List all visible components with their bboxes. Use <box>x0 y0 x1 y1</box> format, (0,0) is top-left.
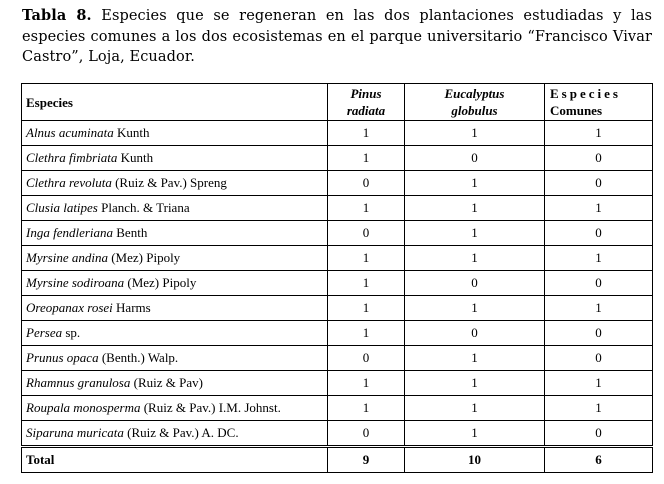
eucalyptus-cell: 0 <box>405 321 545 346</box>
header-common-line1: Especies <box>550 86 621 101</box>
header-species: Especies <box>22 84 328 121</box>
header-pinus-line2: radiata <box>346 103 386 118</box>
eucalyptus-cell: 1 <box>405 221 545 246</box>
species-author: (Ruiz & Pav.) I.M. Johnst. <box>143 400 281 415</box>
total-eucalyptus: 10 <box>405 447 545 473</box>
species-name: Clethra revoluta <box>26 175 112 190</box>
pinus-cell: 1 <box>328 396 405 421</box>
eucalyptus-cell: 1 <box>405 421 545 447</box>
species-name: Siparuna muricata <box>26 425 124 440</box>
species-cell <box>22 171 328 196</box>
species-name: Clusia latipes <box>26 200 98 215</box>
header-pinus-line1: Pinus <box>350 86 382 101</box>
table-row <box>22 321 653 346</box>
species-author: sp. <box>65 325 81 340</box>
table-row <box>22 346 653 371</box>
species-cell <box>22 121 328 146</box>
pinus-cell: 1 <box>328 371 405 396</box>
common-cell: 0 <box>545 346 653 371</box>
species-author: Kunth <box>120 150 154 165</box>
species-table <box>21 83 653 473</box>
table-header-row <box>22 84 653 121</box>
total-pinus: 9 <box>328 447 405 473</box>
table-body <box>22 121 653 473</box>
common-cell: 1 <box>545 246 653 271</box>
common-cell: 1 <box>545 196 653 221</box>
table-row <box>22 246 653 271</box>
pinus-cell: 1 <box>328 321 405 346</box>
table-row <box>22 396 653 421</box>
table-row <box>22 146 653 171</box>
table-row <box>22 196 653 221</box>
common-cell: 0 <box>545 421 653 447</box>
table-row <box>22 296 653 321</box>
species-author: (Ruiz & Pav) <box>133 375 203 390</box>
total-row <box>22 447 653 473</box>
species-author: Planch. & Triana <box>101 200 190 215</box>
species-name: Prunus opaca <box>26 350 99 365</box>
header-pinus-radiata <box>328 84 405 121</box>
eucalyptus-cell: 1 <box>405 296 545 321</box>
species-name: Persea <box>26 325 63 340</box>
eucalyptus-cell: 1 <box>405 171 545 196</box>
species-cell <box>22 396 328 421</box>
eucalyptus-cell: 1 <box>405 346 545 371</box>
pinus-cell: 1 <box>328 296 405 321</box>
total-label: Total <box>22 447 328 473</box>
species-name: Rhamnus granulosa <box>26 375 131 390</box>
species-author: (Ruiz & Pav.) A. DC. <box>127 425 239 440</box>
species-cell <box>22 146 328 171</box>
species-cell <box>22 296 328 321</box>
caption-text: Especies que se regeneran en las dos plantaciones estudiadas y las especies comunes a los dos ecosistemas en el parque universitario “Francisco Vivar Castro”, Loja, Ecuador. <box>22 8 652 65</box>
table-row <box>22 121 653 146</box>
common-cell: 1 <box>545 296 653 321</box>
caption-label: Tabla 8. <box>22 7 92 24</box>
common-cell: 0 <box>545 321 653 346</box>
pinus-cell: 1 <box>328 146 405 171</box>
species-name: Oreopanax rosei <box>26 300 113 315</box>
eucalyptus-cell: 1 <box>405 196 545 221</box>
table-row <box>22 221 653 246</box>
species-cell <box>22 371 328 396</box>
header-eucalyptus-globulus <box>405 84 545 121</box>
species-cell <box>22 246 328 271</box>
species-cell <box>22 196 328 221</box>
eucalyptus-cell: 1 <box>405 396 545 421</box>
species-author: Harms <box>116 300 151 315</box>
species-name: Myrsine andina <box>26 250 108 265</box>
pinus-cell: 1 <box>328 196 405 221</box>
pinus-cell: 0 <box>328 221 405 246</box>
species-cell <box>22 421 328 447</box>
pinus-cell: 1 <box>328 271 405 296</box>
species-author: Benth <box>116 225 148 240</box>
header-especies-comunes <box>545 84 653 121</box>
species-author: Kunth <box>117 125 150 140</box>
species-name: Roupala monosperma <box>26 400 141 415</box>
eucalyptus-cell: 1 <box>405 121 545 146</box>
pinus-cell: 0 <box>328 421 405 447</box>
common-cell: 1 <box>545 396 653 421</box>
eucalyptus-cell: 1 <box>405 246 545 271</box>
header-euc-line1: Eucalyptus <box>444 86 505 101</box>
table-caption <box>22 6 652 68</box>
eucalyptus-cell: 1 <box>405 371 545 396</box>
pinus-cell: 1 <box>328 246 405 271</box>
table-row <box>22 371 653 396</box>
common-cell: 0 <box>545 221 653 246</box>
header-common-line2: Comunes <box>550 103 603 118</box>
common-cell: 0 <box>545 271 653 296</box>
species-name: Clethra fimbriata <box>26 150 118 165</box>
header-euc-line2: globulus <box>451 103 498 118</box>
eucalyptus-cell: 0 <box>405 146 545 171</box>
pinus-cell: 0 <box>328 171 405 196</box>
total-common: 6 <box>545 447 653 473</box>
pinus-cell: 0 <box>328 346 405 371</box>
common-cell: 0 <box>545 171 653 196</box>
table-row <box>22 271 653 296</box>
common-cell: 0 <box>545 146 653 171</box>
species-name: Alnus acuminata <box>26 125 114 140</box>
species-cell <box>22 221 328 246</box>
common-cell: 1 <box>545 371 653 396</box>
table-row <box>22 421 653 447</box>
species-author: (Benth.) Walp. <box>101 350 179 365</box>
species-name: Inga fendleriana <box>26 225 114 240</box>
pinus-cell: 1 <box>328 121 405 146</box>
species-author: (Mez) Pipoly <box>111 250 181 265</box>
species-name: Myrsine sodiroana <box>26 275 125 290</box>
eucalyptus-cell: 0 <box>405 271 545 296</box>
common-cell: 1 <box>545 121 653 146</box>
species-author: (Mez) Pipoly <box>127 275 197 290</box>
table-row <box>22 171 653 196</box>
species-cell <box>22 346 328 371</box>
species-author: (Ruiz & Pav.) Spreng <box>115 175 227 190</box>
species-cell <box>22 321 328 346</box>
species-cell <box>22 271 328 296</box>
